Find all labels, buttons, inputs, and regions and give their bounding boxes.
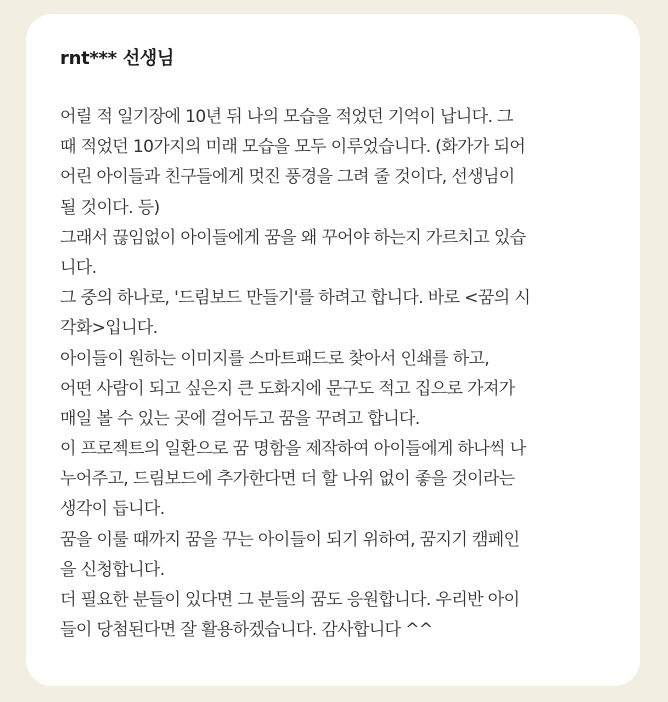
- comment-line: 을 신청합니다.: [60, 559, 165, 580]
- comment-author: rnt*** 선생님: [60, 48, 174, 69]
- comment-line: 어떤 사람이 되고 싶은지 큰 도화지에 문구도 적고 집으로 가져가: [60, 378, 515, 399]
- comment-line: 생각이 듭니다.: [60, 499, 165, 520]
- comment-line: 각화>입니다.: [60, 318, 158, 339]
- comment-line: 그래서 끊임없이 아이들에게 꿈을 왜 꾸어야 하는지 가르치고 있습: [60, 227, 526, 248]
- comment-line: 누어주고, 드림보드에 추가한다면 더 할 나위 없이 좋을 것이라는: [60, 469, 515, 490]
- comment-line: 때 적었던 10가지의 미래 모습을 모두 이루었습니다. (화가가 되어: [60, 137, 526, 158]
- comment-line: 어릴 적 일기장에 10년 뒤 나의 모습을 적었던 기억이 납니다. 그: [60, 107, 514, 127]
- comment-line: 어린 아이들과 친구들에게 멋진 풍경을 그려 줄 것이다, 선생님이: [60, 167, 515, 188]
- comment-line: 그 중의 하나로, '드림보드 만들기'를 하려고 합니다. 바로 <꿈의 시: [60, 288, 531, 309]
- comment-line: 더 필요한 분들이 있다면 그 분들의 꿈도 응원합니다. 우리반 아이: [60, 590, 520, 610]
- comment-card: [26, 14, 640, 686]
- comment-line: 니다.: [60, 257, 97, 278]
- comment-line: 매일 볼 수 있는 곳에 걸어두고 꿈을 꾸려고 합니다.: [60, 408, 420, 429]
- comment-line: 꿈을 이룰 때까지 꿈을 꾸는 아이들이 되기 위하여, 꿈지기 캠페인: [60, 529, 520, 550]
- comment-line: 이 프로젝트의 일환으로 꿈 명함을 제작하여 아이들에게 하나씩 나: [60, 439, 526, 460]
- comment-line: 아이들이 원하는 이미지를 스마트패드로 찾아서 인쇄를 하고,: [60, 348, 490, 369]
- comment-line: 될 것이다. 등): [60, 197, 160, 218]
- comment-body: [60, 102, 606, 645]
- comment-line: 들이 당첨된다면 잘 활용하겠습니다. 감사합니다 ^^: [60, 620, 433, 641]
